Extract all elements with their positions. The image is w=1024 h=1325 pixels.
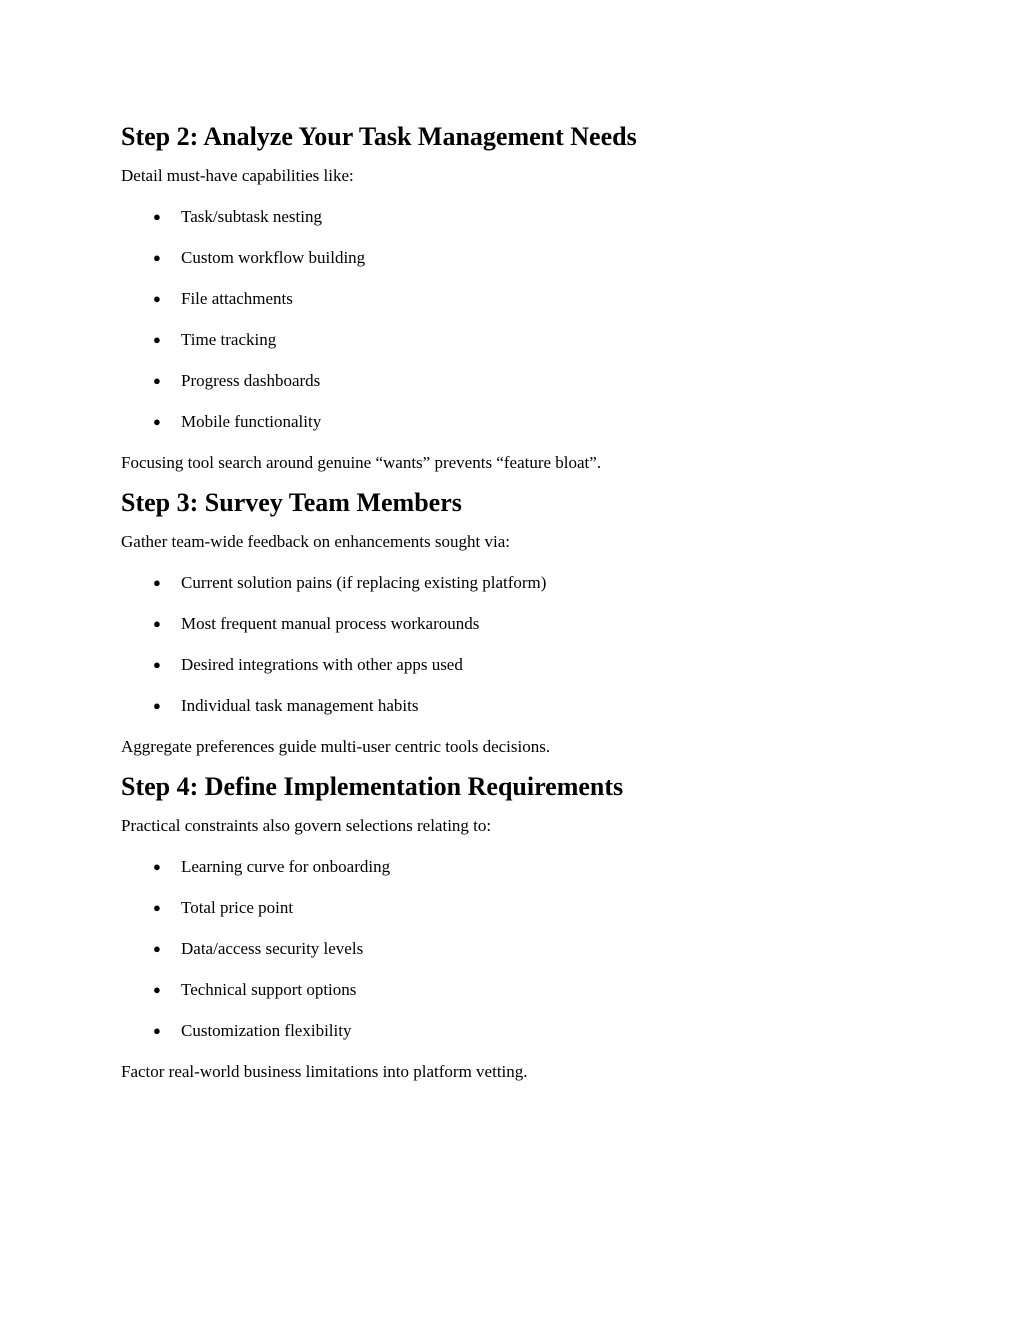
- bullet-icon: ●: [153, 332, 161, 347]
- bullet-list: [121, 856, 921, 1042]
- list-item: [121, 695, 921, 717]
- list-item-text: Total price point: [181, 898, 294, 917]
- list-item: [121, 938, 921, 960]
- list-item: [121, 572, 921, 594]
- list-item-text: Mobile functionality: [181, 412, 322, 431]
- section-outro: Factor real-world business limitations into platform vetting.: [121, 1062, 528, 1081]
- list-item: [121, 288, 921, 310]
- list-item-text: Individual task management habits: [181, 696, 419, 715]
- list-item-text: Current solution pains (if replacing existing platform): [181, 573, 547, 592]
- list-item-text: Learning curve for onboarding: [181, 857, 391, 876]
- list-item: [121, 247, 921, 269]
- bullet-icon: ●: [153, 1023, 161, 1038]
- section-outro: Focusing tool search around genuine “wants” prevents “feature bloat”.: [121, 453, 602, 472]
- section-heading: Step 4: Define Implementation Requirements: [121, 772, 624, 801]
- bullet-icon: ●: [153, 291, 161, 306]
- section-step-2: [121, 119, 921, 474]
- list-item: [121, 411, 921, 433]
- bullet-icon: ●: [153, 982, 161, 997]
- bullet-icon: ●: [153, 657, 161, 672]
- section-step-4: [121, 769, 921, 1083]
- bullet-icon: ●: [153, 900, 161, 915]
- list-item-text: Data/access security levels: [181, 939, 364, 958]
- list-item-text: Custom workflow building: [181, 248, 366, 267]
- bullet-icon: ●: [153, 209, 161, 224]
- section-intro: Detail must-have capabilities like:: [121, 166, 354, 185]
- list-item: [121, 613, 921, 635]
- section-outro: Aggregate preferences guide multi-user centric tools decisions.: [121, 737, 551, 756]
- bullet-icon: ●: [153, 698, 161, 713]
- bullet-icon: ●: [153, 414, 161, 429]
- list-item-text: Time tracking: [181, 330, 277, 349]
- list-item-text: Desired integrations with other apps used: [181, 655, 463, 674]
- list-item: [121, 1020, 921, 1042]
- section-heading: Step 2: Analyze Your Task Management Needs: [121, 122, 637, 151]
- section-heading: Step 3: Survey Team Members: [121, 488, 462, 517]
- section-step-3: [121, 485, 921, 758]
- list-item-text: Task/subtask nesting: [181, 207, 322, 226]
- bullet-icon: ●: [153, 941, 161, 956]
- bullet-icon: ●: [153, 616, 161, 631]
- section-intro: Practical constraints also govern selections relating to:: [121, 816, 492, 835]
- bullet-icon: ●: [153, 859, 161, 874]
- list-item: [121, 654, 921, 676]
- list-item-text: Technical support options: [181, 980, 357, 999]
- document-page: [121, 119, 921, 1094]
- list-item-text: Customization flexibility: [181, 1021, 352, 1040]
- list-item: [121, 370, 921, 392]
- list-item: [121, 206, 921, 228]
- bullet-list: [121, 206, 921, 433]
- bullet-icon: ●: [153, 575, 161, 590]
- section-intro: Gather team-wide feedback on enhancements sought via:: [121, 532, 510, 551]
- list-item-text: File attachments: [181, 289, 293, 308]
- list-item-text: Most frequent manual process workarounds: [181, 614, 480, 633]
- list-item: [121, 329, 921, 351]
- bullet-list: [121, 572, 921, 717]
- bullet-icon: ●: [153, 373, 161, 388]
- list-item: [121, 897, 921, 919]
- list-item: [121, 856, 921, 878]
- bullet-icon: ●: [153, 250, 161, 265]
- list-item: [121, 979, 921, 1001]
- list-item-text: Progress dashboards: [181, 371, 321, 390]
